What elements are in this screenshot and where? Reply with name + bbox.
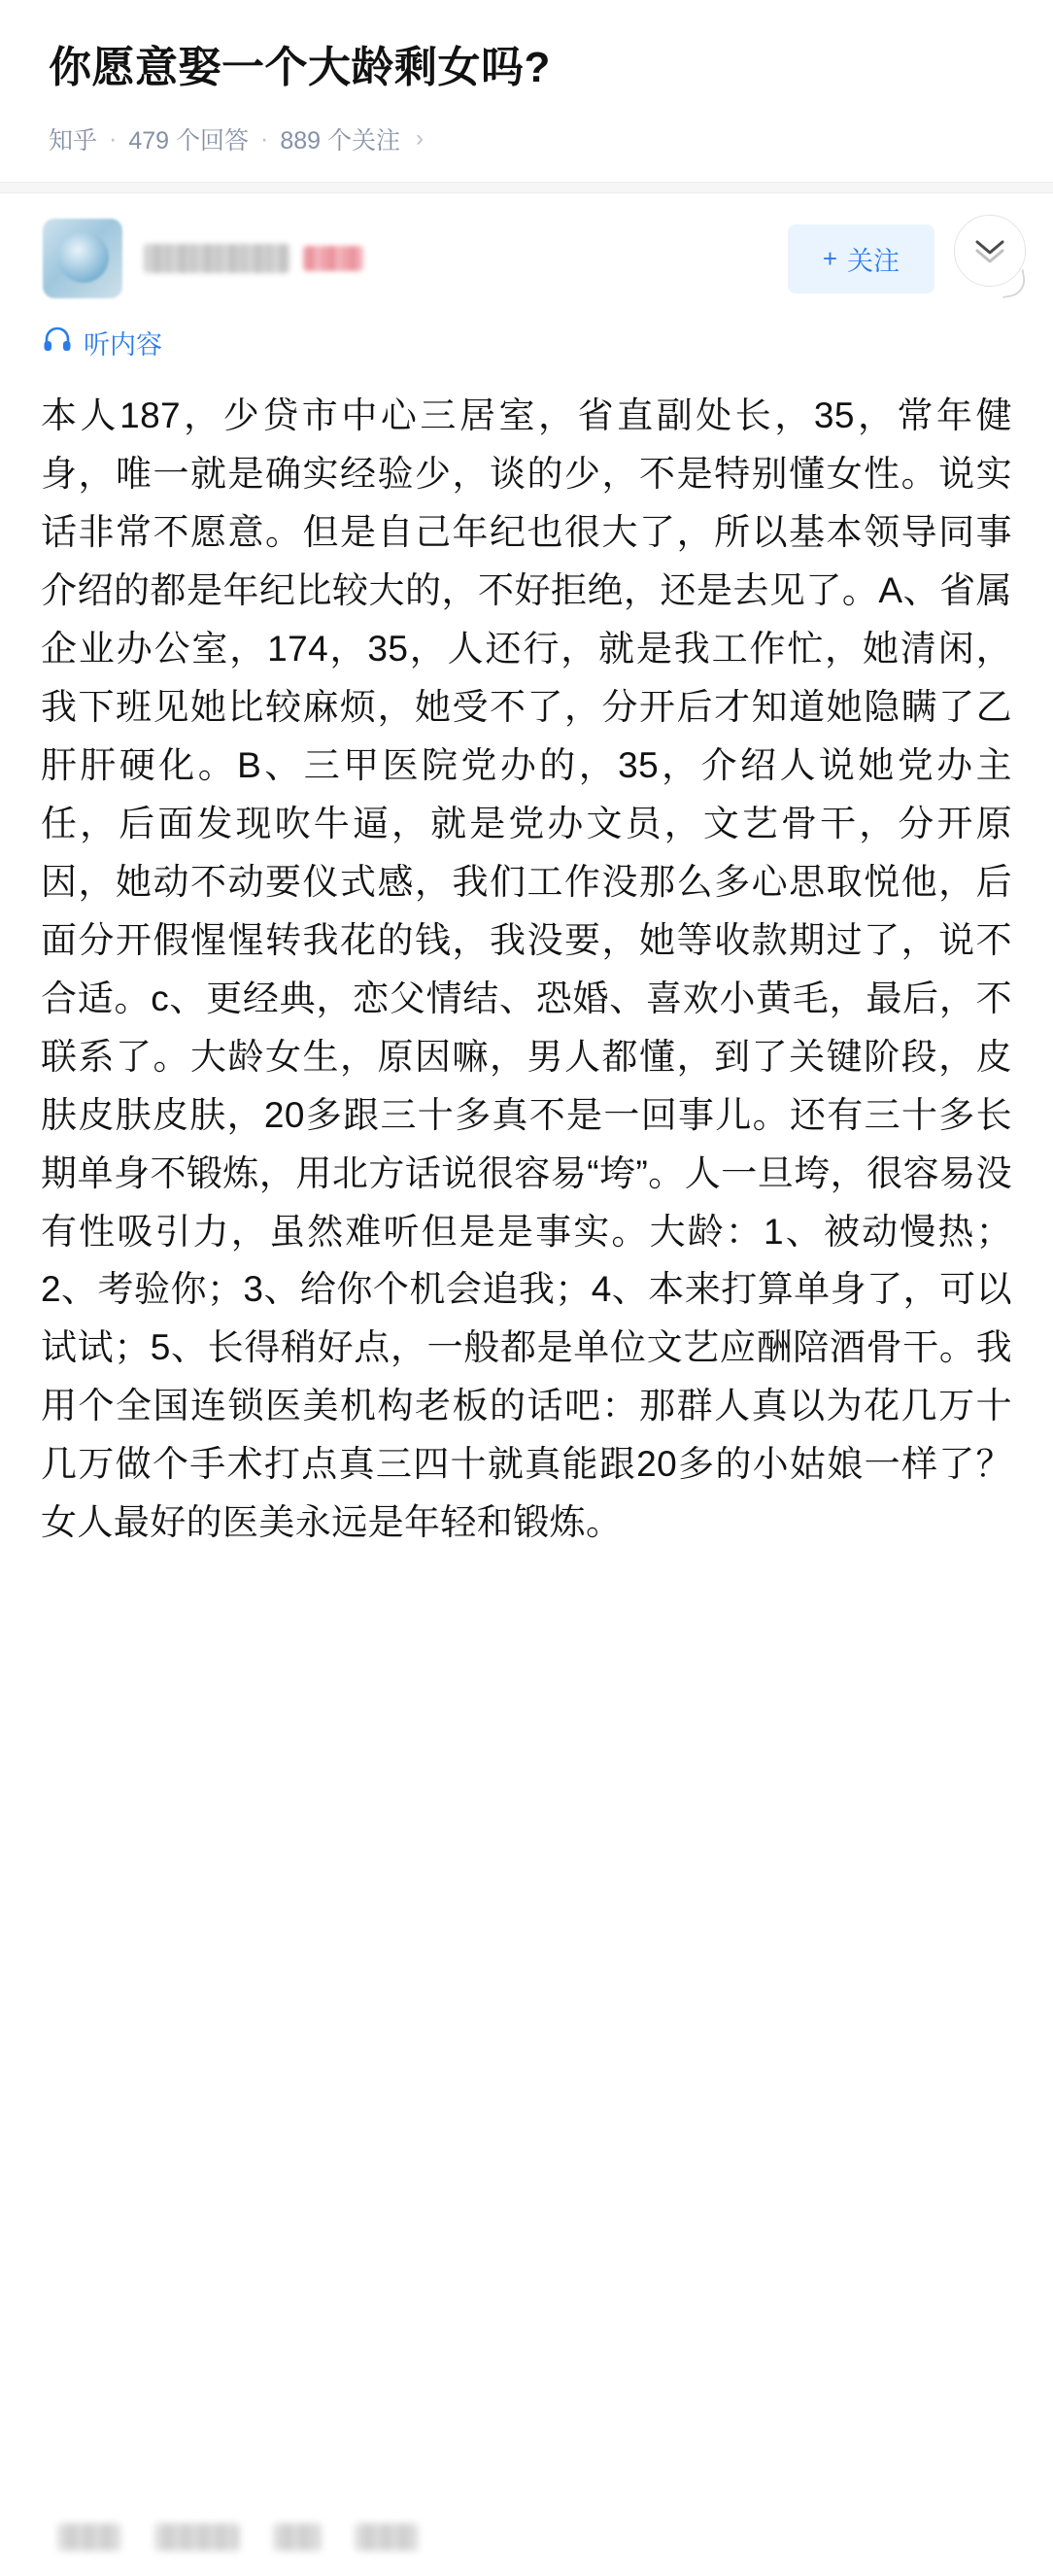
answer-content: 本人187，少贷市中心三居室，省直副处长，35，常年健身，唯一就是确实经验少，谈的少，不是特别懂女性。说实话非常不愿意。但是自己年纪也很大了，所以基本领导同事介绍的都是年纪比较大的，不好拒绝，还是去见了。A、省属企业办公室，174，35，人还行，就是我工作忙，她清闲，我下班见她比较麻烦，她受不了，分开后才知道她隐瞒了乙肝肝硬化。B、三甲医院党办的，35，介绍人说她党办主任，后面发现吹牛逼，就是党办文员，文艺骨干，分开原因，她动不动要仪式感，我们工作没那么多心思取悦他，后面分开假惺惺转我花的钱，我没要，她等收款期过了，说不合适。c、更经典，恋父情结、恐婚、喜欢小黄毛，最后，不联系了。大龄女生，原因嘛，男人都懂，到了关键阶段，皮肤皮肤皮肤，20多跟三十多真不是一回事儿。还有三十多长期单身不锻炼，用北方话说很容易“垮”。人一旦垮，很容易没有性吸引力，虽然难听但是是事实。大龄：1、被动慢热；2、考验你；3、给你个机会追我；4、本来打算单身了，可以试试；5、长得稍好点，一般都是单位文艺应酬陪酒骨干。我用个全国连锁医美机构老板的话吧：那群人真以为花几万十几万做个手术打点真三四十就真能跟20多的小姑娘一样了？女人最好的医美永远是年轻和锻炼。: [41, 395, 1012, 1543]
avatar[interactable]: [43, 219, 122, 298]
bottom-chunk-2: [155, 2524, 239, 2551]
meta-separator-1: ·: [109, 124, 118, 153]
section-divider: [0, 182, 1053, 193]
bottom-chunk-3: [274, 2524, 321, 2551]
meta-separator-2: ·: [260, 124, 269, 153]
followers-count: 889 个关注: [280, 127, 401, 155]
bottom-chunk-4: [356, 2524, 418, 2551]
answers-count: 479 个回答: [128, 127, 250, 155]
follow-button[interactable]: [788, 224, 934, 293]
question-header: [0, 0, 1053, 182]
question-meta[interactable]: [49, 121, 1004, 156]
listen-label: 听内容: [84, 330, 162, 361]
author-name-group[interactable]: [144, 244, 363, 273]
source-label: 知乎: [49, 127, 98, 155]
page-title: 你愿意娶一个大龄剩女吗?: [49, 44, 551, 91]
bottom-chunk-1: [58, 2524, 120, 2551]
page-curl-decoration: [999, 269, 1028, 298]
author-badge-redacted: [303, 246, 363, 271]
chevron-double-down-icon: [973, 238, 1006, 263]
author-name-redacted: [144, 244, 289, 273]
chevron-right-icon[interactable]: ›: [416, 125, 425, 153]
bottom-toolbar: [0, 2459, 1053, 2576]
plus-icon: +: [822, 244, 837, 274]
bottom-actions-redacted[interactable]: [58, 2524, 418, 2551]
author-row: [0, 193, 1053, 308]
headphones-icon: [43, 326, 72, 360]
listen-button[interactable]: [0, 308, 205, 367]
follow-button-label: 关注: [847, 246, 900, 276]
